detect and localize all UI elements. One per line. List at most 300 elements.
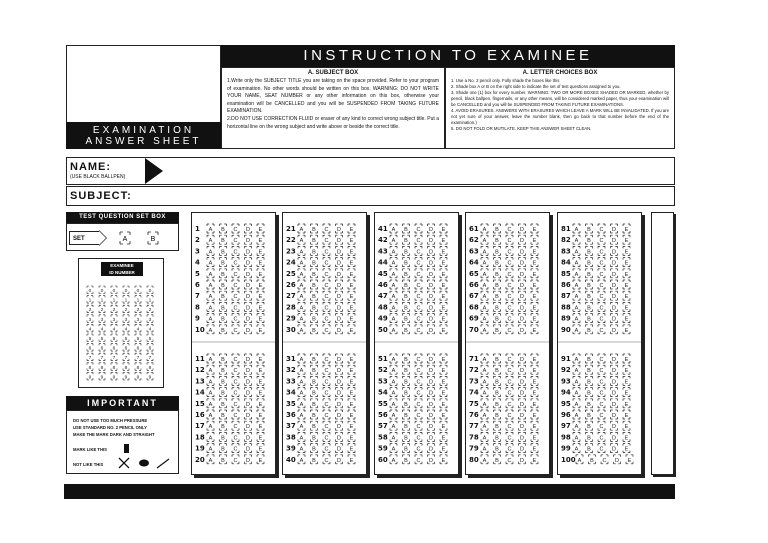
answer-38-e[interactable]: [348, 432, 355, 441]
answer-31-a[interactable]: [298, 354, 305, 363]
id-bubble-3-3[interactable]: [111, 315, 117, 323]
answer-20-c[interactable]: [232, 455, 239, 464]
answer-53-a[interactable]: [390, 376, 397, 385]
answer-77-d[interactable]: [519, 421, 526, 430]
answer-40-d[interactable]: [336, 455, 343, 464]
answer-52-c[interactable]: [415, 365, 422, 374]
answer-88-a[interactable]: [573, 302, 580, 311]
answer-22-c[interactable]: [323, 235, 330, 244]
id-bubble-6-7[interactable]: [147, 353, 153, 361]
answer-63-e[interactable]: [531, 246, 538, 255]
answer-45-e[interactable]: [440, 269, 447, 278]
answer-4-e[interactable]: [257, 258, 264, 267]
answer-64-c[interactable]: [506, 258, 513, 267]
answer-67-b[interactable]: [494, 291, 501, 300]
answer-25-b[interactable]: [311, 269, 318, 278]
id-bubble-4-8[interactable]: [123, 363, 129, 371]
answer-10-a[interactable]: [207, 325, 214, 334]
answer-87-e[interactable]: [623, 291, 630, 300]
answer-36-d[interactable]: [336, 410, 343, 419]
answer-24-b[interactable]: [311, 258, 318, 267]
answer-14-e[interactable]: [257, 388, 264, 397]
answer-82-b[interactable]: [586, 235, 593, 244]
answer-55-e[interactable]: [440, 399, 447, 408]
answer-66-b[interactable]: [494, 280, 501, 289]
name-field[interactable]: [66, 157, 675, 185]
answer-83-e[interactable]: [623, 246, 630, 255]
answer-99-b[interactable]: [586, 444, 593, 453]
answer-22-b[interactable]: [311, 235, 318, 244]
answer-17-b[interactable]: [220, 421, 227, 430]
answer-52-b[interactable]: [403, 365, 410, 374]
answer-47-a[interactable]: [390, 291, 397, 300]
answer-50-c[interactable]: [415, 325, 422, 334]
answer-75-c[interactable]: [506, 399, 513, 408]
answer-33-b[interactable]: [311, 376, 318, 385]
answer-65-b[interactable]: [494, 269, 501, 278]
id-bubble-2-5[interactable]: [99, 334, 105, 342]
answer-90-c[interactable]: [598, 325, 605, 334]
answer-47-c[interactable]: [415, 291, 422, 300]
answer-92-b[interactable]: [586, 365, 593, 374]
answer-81-e[interactable]: [623, 224, 630, 233]
id-bubble-2-3[interactable]: [99, 315, 105, 323]
answer-51-a[interactable]: [390, 354, 397, 363]
answer-36-a[interactable]: [298, 410, 305, 419]
answer-15-c[interactable]: [232, 399, 239, 408]
set-option-b[interactable]: [147, 231, 159, 245]
answer-44-a[interactable]: [390, 258, 397, 267]
answer-49-c[interactable]: [415, 314, 422, 323]
answer-11-a[interactable]: [207, 354, 214, 363]
answer-71-a[interactable]: [481, 354, 488, 363]
answer-17-c[interactable]: [232, 421, 239, 430]
answer-66-a[interactable]: [481, 280, 488, 289]
id-bubble-6-2[interactable]: [147, 305, 153, 313]
answer-46-d[interactable]: [428, 280, 435, 289]
answer-93-b[interactable]: [586, 376, 593, 385]
answer-44-b[interactable]: [403, 258, 410, 267]
answer-80-d[interactable]: [519, 455, 526, 464]
answer-10-e[interactable]: [257, 325, 264, 334]
answer-84-e[interactable]: [623, 258, 630, 267]
answer-86-c[interactable]: [598, 280, 605, 289]
answer-41-d[interactable]: [428, 224, 435, 233]
answer-79-e[interactable]: [531, 444, 538, 453]
answer-8-c[interactable]: [232, 302, 239, 311]
answer-93-c[interactable]: [598, 376, 605, 385]
answer-30-b[interactable]: [311, 325, 318, 334]
answer-92-a[interactable]: [573, 365, 580, 374]
answer-77-e[interactable]: [531, 421, 538, 430]
answer-21-d[interactable]: [336, 224, 343, 233]
answer-76-d[interactable]: [519, 410, 526, 419]
answer-9-a[interactable]: [207, 314, 214, 323]
answer-70-d[interactable]: [519, 325, 526, 334]
answer-52-e[interactable]: [440, 365, 447, 374]
answer-16-d[interactable]: [245, 410, 252, 419]
answer-1-b[interactable]: [220, 224, 227, 233]
answer-10-b[interactable]: [220, 325, 227, 334]
answer-100-c[interactable]: [601, 455, 608, 464]
answer-62-a[interactable]: [481, 235, 488, 244]
answer-35-c[interactable]: [323, 399, 330, 408]
id-bubble-2-1[interactable]: [99, 296, 105, 304]
answer-87-b[interactable]: [586, 291, 593, 300]
answer-64-d[interactable]: [519, 258, 526, 267]
answer-21-a[interactable]: [298, 224, 305, 233]
answer-91-b[interactable]: [586, 354, 593, 363]
answer-69-e[interactable]: [531, 314, 538, 323]
answer-47-d[interactable]: [428, 291, 435, 300]
answer-59-e[interactable]: [440, 444, 447, 453]
answer-5-d[interactable]: [245, 269, 252, 278]
answer-13-d[interactable]: [245, 376, 252, 385]
answer-17-d[interactable]: [245, 421, 252, 430]
answer-89-d[interactable]: [611, 314, 618, 323]
id-bubble-5-2[interactable]: [135, 305, 141, 313]
answer-64-a[interactable]: [481, 258, 488, 267]
answer-70-c[interactable]: [506, 325, 513, 334]
answer-6-d[interactable]: [245, 280, 252, 289]
answer-61-c[interactable]: [506, 224, 513, 233]
answer-69-b[interactable]: [494, 314, 501, 323]
answer-46-a[interactable]: [390, 280, 397, 289]
answer-78-b[interactable]: [494, 432, 501, 441]
answer-19-d[interactable]: [245, 444, 252, 453]
id-bubble-6-0[interactable]: [147, 286, 153, 294]
answer-30-c[interactable]: [323, 325, 330, 334]
answer-91-d[interactable]: [611, 354, 618, 363]
answer-28-a[interactable]: [298, 302, 305, 311]
answer-83-d[interactable]: [611, 246, 618, 255]
answer-6-c[interactable]: [232, 280, 239, 289]
answer-37-c[interactable]: [323, 421, 330, 430]
answer-49-b[interactable]: [403, 314, 410, 323]
answer-56-e[interactable]: [440, 410, 447, 419]
answer-38-d[interactable]: [336, 432, 343, 441]
answer-35-a[interactable]: [298, 399, 305, 408]
answer-88-d[interactable]: [611, 302, 618, 311]
answer-82-a[interactable]: [573, 235, 580, 244]
answer-65-c[interactable]: [506, 269, 513, 278]
answer-13-a[interactable]: [207, 376, 214, 385]
id-bubble-5-5[interactable]: [135, 334, 141, 342]
id-bubble-5-6[interactable]: [135, 344, 141, 352]
answer-72-e[interactable]: [531, 365, 538, 374]
answer-9-b[interactable]: [220, 314, 227, 323]
answer-4-d[interactable]: [245, 258, 252, 267]
answer-17-e[interactable]: [257, 421, 264, 430]
answer-66-e[interactable]: [531, 280, 538, 289]
answer-10-d[interactable]: [245, 325, 252, 334]
answer-98-c[interactable]: [598, 432, 605, 441]
answer-22-d[interactable]: [336, 235, 343, 244]
answer-43-e[interactable]: [440, 246, 447, 255]
answer-59-d[interactable]: [428, 444, 435, 453]
answer-87-d[interactable]: [611, 291, 618, 300]
answer-19-e[interactable]: [257, 444, 264, 453]
id-bubble-5-8[interactable]: [135, 363, 141, 371]
answer-72-d[interactable]: [519, 365, 526, 374]
answer-12-e[interactable]: [257, 365, 264, 374]
answer-92-d[interactable]: [611, 365, 618, 374]
answer-16-c[interactable]: [232, 410, 239, 419]
answer-57-e[interactable]: [440, 421, 447, 430]
answer-41-b[interactable]: [403, 224, 410, 233]
answer-70-a[interactable]: [481, 325, 488, 334]
answer-85-e[interactable]: [623, 269, 630, 278]
answer-30-e[interactable]: [348, 325, 355, 334]
id-bubble-3-9[interactable]: [111, 372, 117, 380]
answer-14-c[interactable]: [232, 388, 239, 397]
answer-45-d[interactable]: [428, 269, 435, 278]
answer-58-a[interactable]: [390, 432, 397, 441]
answer-77-b[interactable]: [494, 421, 501, 430]
id-bubble-4-1[interactable]: [123, 296, 129, 304]
answer-72-b[interactable]: [494, 365, 501, 374]
id-bubble-4-0[interactable]: [123, 286, 129, 294]
id-bubble-2-9[interactable]: [99, 372, 105, 380]
id-bubble-3-5[interactable]: [111, 334, 117, 342]
answer-68-e[interactable]: [531, 302, 538, 311]
answer-32-b[interactable]: [311, 365, 318, 374]
answer-23-c[interactable]: [323, 246, 330, 255]
answer-57-c[interactable]: [415, 421, 422, 430]
answer-33-d[interactable]: [336, 376, 343, 385]
answer-86-b[interactable]: [586, 280, 593, 289]
answer-12-a[interactable]: [207, 365, 214, 374]
answer-92-e[interactable]: [623, 365, 630, 374]
answer-58-d[interactable]: [428, 432, 435, 441]
answer-2-b[interactable]: [220, 235, 227, 244]
answer-79-c[interactable]: [506, 444, 513, 453]
answer-81-b[interactable]: [586, 224, 593, 233]
answer-38-b[interactable]: [311, 432, 318, 441]
answer-78-d[interactable]: [519, 432, 526, 441]
answer-75-b[interactable]: [494, 399, 501, 408]
answer-25-a[interactable]: [298, 269, 305, 278]
answer-95-c[interactable]: [598, 399, 605, 408]
answer-11-c[interactable]: [232, 354, 239, 363]
answer-26-d[interactable]: [336, 280, 343, 289]
answer-27-e[interactable]: [348, 291, 355, 300]
answer-54-c[interactable]: [415, 388, 422, 397]
answer-41-a[interactable]: [390, 224, 397, 233]
answer-43-b[interactable]: [403, 246, 410, 255]
id-bubble-6-6[interactable]: [147, 344, 153, 352]
answer-70-b[interactable]: [494, 325, 501, 334]
answer-67-c[interactable]: [506, 291, 513, 300]
answer-79-a[interactable]: [481, 444, 488, 453]
answer-8-a[interactable]: [207, 302, 214, 311]
answer-49-a[interactable]: [390, 314, 397, 323]
answer-97-c[interactable]: [598, 421, 605, 430]
answer-84-b[interactable]: [586, 258, 593, 267]
answer-39-d[interactable]: [336, 444, 343, 453]
answer-24-c[interactable]: [323, 258, 330, 267]
answer-98-e[interactable]: [623, 432, 630, 441]
answer-1-e[interactable]: [257, 224, 264, 233]
answer-9-e[interactable]: [257, 314, 264, 323]
answer-100-e[interactable]: [626, 455, 633, 464]
answer-50-e[interactable]: [440, 325, 447, 334]
answer-61-d[interactable]: [519, 224, 526, 233]
id-bubble-2-7[interactable]: [99, 353, 105, 361]
answer-28-d[interactable]: [336, 302, 343, 311]
answer-97-a[interactable]: [573, 421, 580, 430]
answer-63-c[interactable]: [506, 246, 513, 255]
answer-62-d[interactable]: [519, 235, 526, 244]
answer-97-b[interactable]: [586, 421, 593, 430]
answer-64-b[interactable]: [494, 258, 501, 267]
answer-51-d[interactable]: [428, 354, 435, 363]
answer-37-b[interactable]: [311, 421, 318, 430]
answer-69-d[interactable]: [519, 314, 526, 323]
answer-35-e[interactable]: [348, 399, 355, 408]
id-bubble-6-4[interactable]: [147, 324, 153, 332]
answer-42-c[interactable]: [415, 235, 422, 244]
id-bubble-3-0[interactable]: [111, 286, 117, 294]
answer-63-a[interactable]: [481, 246, 488, 255]
answer-grid-4[interactable]: [466, 213, 549, 474]
answer-68-a[interactable]: [481, 302, 488, 311]
id-bubble-5-3[interactable]: [135, 315, 141, 323]
answer-59-c[interactable]: [415, 444, 422, 453]
answer-3-a[interactable]: [207, 246, 214, 255]
answer-26-b[interactable]: [311, 280, 318, 289]
answer-53-c[interactable]: [415, 376, 422, 385]
answer-31-d[interactable]: [336, 354, 343, 363]
answer-84-d[interactable]: [611, 258, 618, 267]
answer-27-a[interactable]: [298, 291, 305, 300]
answer-76-e[interactable]: [531, 410, 538, 419]
answer-77-a[interactable]: [481, 421, 488, 430]
answer-34-d[interactable]: [336, 388, 343, 397]
answer-36-c[interactable]: [323, 410, 330, 419]
answer-60-e[interactable]: [440, 455, 447, 464]
answer-53-b[interactable]: [403, 376, 410, 385]
id-bubble-2-0[interactable]: [99, 286, 105, 294]
answer-32-d[interactable]: [336, 365, 343, 374]
answer-91-a[interactable]: [573, 354, 580, 363]
answer-71-c[interactable]: [506, 354, 513, 363]
answer-50-d[interactable]: [428, 325, 435, 334]
answer-90-e[interactable]: [623, 325, 630, 334]
answer-60-a[interactable]: [390, 455, 397, 464]
answer-82-d[interactable]: [611, 235, 618, 244]
answer-71-d[interactable]: [519, 354, 526, 363]
answer-28-e[interactable]: [348, 302, 355, 311]
answer-8-d[interactable]: [245, 302, 252, 311]
answer-11-d[interactable]: [245, 354, 252, 363]
answer-3-b[interactable]: [220, 246, 227, 255]
answer-40-e[interactable]: [348, 455, 355, 464]
answer-31-c[interactable]: [323, 354, 330, 363]
id-bubble-3-1[interactable]: [111, 296, 117, 304]
answer-82-c[interactable]: [598, 235, 605, 244]
answer-4-a[interactable]: [207, 258, 214, 267]
answer-19-c[interactable]: [232, 444, 239, 453]
answer-48-b[interactable]: [403, 302, 410, 311]
answer-1-c[interactable]: [232, 224, 239, 233]
id-bubble-1-6[interactable]: [87, 344, 93, 352]
answer-14-b[interactable]: [220, 388, 227, 397]
answer-100-b[interactable]: [589, 455, 596, 464]
answer-74-e[interactable]: [531, 388, 538, 397]
id-bubble-5-7[interactable]: [135, 353, 141, 361]
answer-grid-2[interactable]: [283, 213, 366, 474]
id-bubble-3-8[interactable]: [111, 363, 117, 371]
answer-66-c[interactable]: [506, 280, 513, 289]
answer-15-d[interactable]: [245, 399, 252, 408]
answer-91-c[interactable]: [598, 354, 605, 363]
answer-24-d[interactable]: [336, 258, 343, 267]
answer-14-d[interactable]: [245, 388, 252, 397]
answer-95-b[interactable]: [586, 399, 593, 408]
answer-89-e[interactable]: [623, 314, 630, 323]
answer-11-b[interactable]: [220, 354, 227, 363]
id-bubble-4-7[interactable]: [123, 353, 129, 361]
answer-96-b[interactable]: [586, 410, 593, 419]
answer-24-e[interactable]: [348, 258, 355, 267]
answer-38-a[interactable]: [298, 432, 305, 441]
answer-16-b[interactable]: [220, 410, 227, 419]
answer-72-a[interactable]: [481, 365, 488, 374]
answer-39-a[interactable]: [298, 444, 305, 453]
answer-92-c[interactable]: [598, 365, 605, 374]
answer-17-a[interactable]: [207, 421, 214, 430]
answer-64-e[interactable]: [531, 258, 538, 267]
answer-73-b[interactable]: [494, 376, 501, 385]
answer-31-e[interactable]: [348, 354, 355, 363]
answer-25-c[interactable]: [323, 269, 330, 278]
answer-74-c[interactable]: [506, 388, 513, 397]
answer-93-d[interactable]: [611, 376, 618, 385]
answer-18-e[interactable]: [257, 432, 264, 441]
id-bubble-3-6[interactable]: [111, 344, 117, 352]
id-bubble-1-5[interactable]: [87, 334, 93, 342]
answer-18-a[interactable]: [207, 432, 214, 441]
answer-7-e[interactable]: [257, 291, 264, 300]
answer-36-e[interactable]: [348, 410, 355, 419]
answer-78-a[interactable]: [481, 432, 488, 441]
answer-5-a[interactable]: [207, 269, 214, 278]
answer-59-a[interactable]: [390, 444, 397, 453]
answer-98-d[interactable]: [611, 432, 618, 441]
answer-54-d[interactable]: [428, 388, 435, 397]
answer-25-e[interactable]: [348, 269, 355, 278]
answer-53-d[interactable]: [428, 376, 435, 385]
answer-29-b[interactable]: [311, 314, 318, 323]
answer-82-e[interactable]: [623, 235, 630, 244]
answer-87-c[interactable]: [598, 291, 605, 300]
answer-27-c[interactable]: [323, 291, 330, 300]
answer-56-d[interactable]: [428, 410, 435, 419]
answer-45-b[interactable]: [403, 269, 410, 278]
answer-81-c[interactable]: [598, 224, 605, 233]
answer-100-a[interactable]: [576, 455, 583, 464]
id-bubble-2-8[interactable]: [99, 363, 105, 371]
answer-61-b[interactable]: [494, 224, 501, 233]
answer-51-b[interactable]: [403, 354, 410, 363]
answer-73-e[interactable]: [531, 376, 538, 385]
answer-37-a[interactable]: [298, 421, 305, 430]
answer-24-a[interactable]: [298, 258, 305, 267]
answer-90-a[interactable]: [573, 325, 580, 334]
answer-78-e[interactable]: [531, 432, 538, 441]
answer-39-e[interactable]: [348, 444, 355, 453]
